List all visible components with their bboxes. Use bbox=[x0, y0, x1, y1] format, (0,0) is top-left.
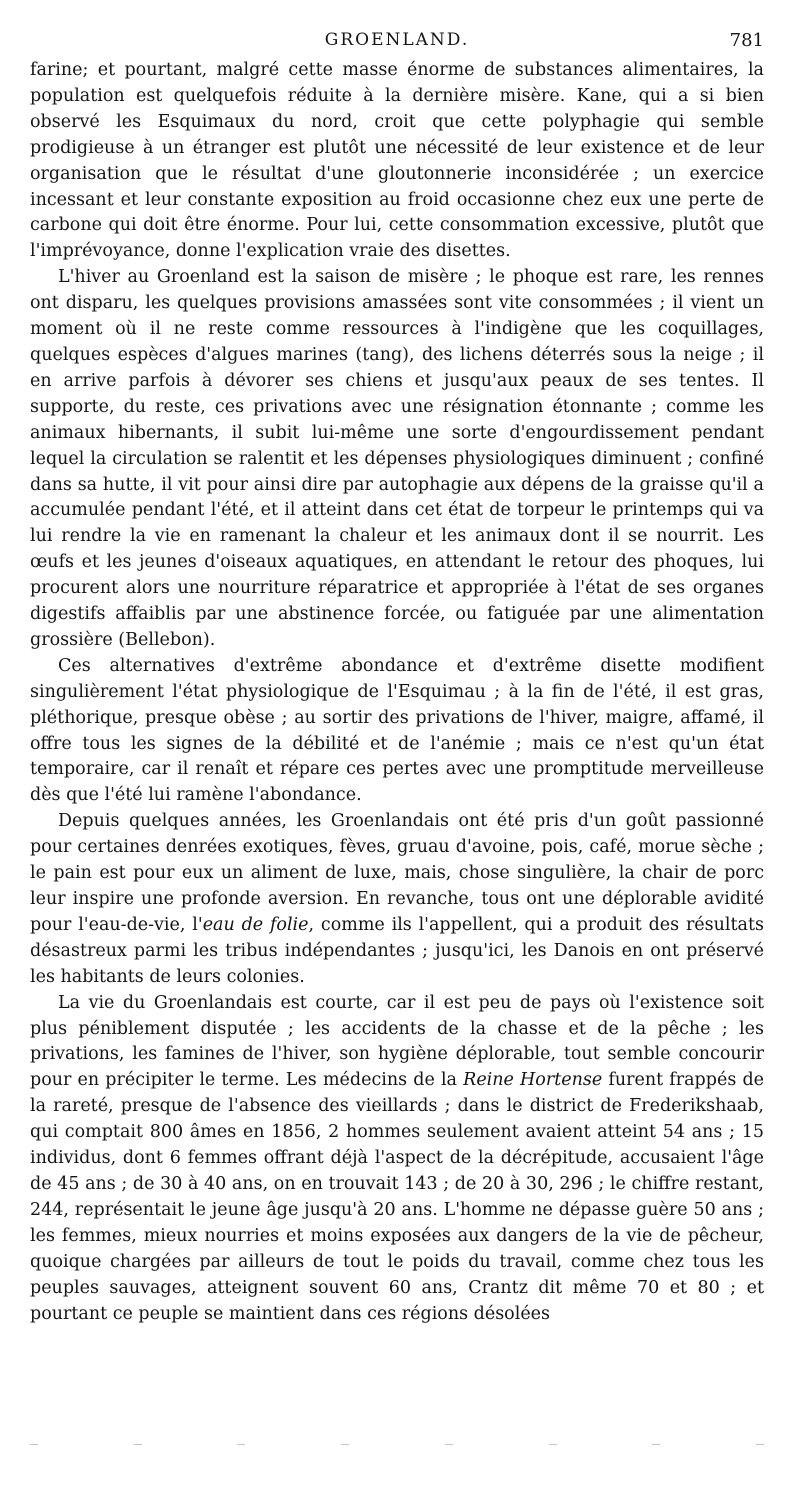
print-artifacts bbox=[30, 1440, 764, 1448]
paragraph-4 bbox=[30, 809, 764, 990]
italic-eau-de-folie: eau de folie bbox=[202, 914, 309, 935]
paragraph-4-text-b: , comme ils l'appellent, qui a produit des résultats désastreux parmi les tribus indépendantes ; jusqu'ici, les Danois en ont préservé les habitants de leurs colonies. bbox=[30, 914, 764, 987]
body-text bbox=[30, 58, 764, 1327]
paragraph-5-text-a: La vie du Groenlandais est courte, car il est peu de pays où l'existence soit plus péniblement disputée ; les accidents de la chasse et de la pêche ; les privations, les famines de l'hiver, son hygiène déplorable, tout semble concourir pour en précipiter le terme. Les médecins de la bbox=[30, 992, 764, 1091]
print-mark bbox=[445, 1444, 453, 1445]
running-title: GROENLAND. bbox=[324, 30, 470, 50]
paragraph-5 bbox=[30, 991, 764, 1328]
paragraph-2: L'hiver au Groenland est la saison de misère ; le phoque est rare, les rennes ont disparu, les quelques provisions amassées sont vite consommées ; il vient un moment où il ne reste comme ressources à l'indigène que les coquillages, quelques espèces d'algues marines (tang), des lichens déterrés sous la neige ; il en arrive parfois à dévorer ses chiens et jusqu'aux peaux de ses tentes. Il supporte, du reste, ces privations avec une résignation étonnante ; comme les animaux hibernants, il subit lui-même une sorte d'engourdissement pendant lequel la circulation se ralentit et les dépenses physiologiques diminuent ; confiné dans sa hutte, il vit pour ainsi dire par autophagie aux dépens de la graisse qu'il a accumulée pendant l'été, et il atteint dans cet état de torpeur le printemps qui va lui rendre la vie en ramenant la chaleur et les animaux dont il se nourrit. Les œufs et les jeunes d'oiseaux aquatiques, en attendant le retour des phoques, lui procurent alors une nourriture réparatrice et appropriée à l'état de ses organes digestifs affaiblis par une abstinence forcée, ou fatiguée par une alimentation grossière (Bellebon). bbox=[30, 267, 764, 650]
print-mark bbox=[756, 1444, 764, 1445]
page-header bbox=[30, 30, 764, 56]
print-mark bbox=[237, 1444, 245, 1445]
paragraph-1: farine; et pourtant, malgré cette masse énorme de substances alimentaires, la population est quelquefois réduite à la dernière misère. Kane, qui a si bien observé les Esquimaux du nord, croit que cette polyphagie qui semble prodigieuse à un étranger est plutôt une nécessité de leur existence et de leur organisation que le résultat d'une gloutonnerie inconsidérée ; un exercice incessant et leur constante exposition au froid occasionne chez eux une perte de carbone qui doit être énorme. Pour lui, cette consommation excessive, plutôt que l'imprévoyance, donne l'explication vraie des disettes. bbox=[30, 60, 764, 262]
print-mark bbox=[652, 1444, 660, 1445]
print-mark bbox=[341, 1444, 349, 1445]
italic-reine-hortense: Reine Hortense bbox=[463, 1070, 603, 1091]
print-mark bbox=[549, 1444, 557, 1445]
paragraph-5-text-b: furent frappés de la rareté, presque de l'absence des vieillards ; dans le district de Frederikshaab, qui comptait 800 âmes en 1856, 2 hommes seulement avaient atteint 54 ans ; 15 individus, dont 6 femmes offrant déjà l'aspect de la décrépitude, accusaient l'âge de 45 ans ; de 30 à 40 ans, on en trouvait 143 ; de 20 à 30, 296 ; le chiffre restant, 244, représentait le jeune âge jusqu'à 20 ans. L'homme ne dépasse guère 50 ans ; les femmes, mieux nourries et moins exposées aux dangers de la vie de pêcheur, quoique chargées par ailleurs de tout le poids du travail, comme chez tous les peuples sauvages, atteignent souvent 60 ans, Crantz dit même 70 et 80 ; et pourtant ce peuple se maintient dans ces régions désolées bbox=[30, 1070, 765, 1324]
paragraph-3: Ces alternatives d'extrême abondance et d'extrême disette modifient singulièrement l'état physiologique de l'Esquimau ; à la fin de l'été, il est gras, pléthorique, presque obèse ; au sortir des privations de l'hiver, maigre, affamé, il offre tous les signes de la débilité et de l'anémie ; mais ce n'est qu'un état temporaire, car il renaît et répare ces pertes avec une promptitude merveilleuse dès que l'été lui ramène l'abondance. bbox=[30, 655, 764, 806]
print-mark bbox=[134, 1444, 142, 1445]
paragraph-4-text-a: Depuis quelques années, les Groenlandais ont été pris d'un goût passionné pour certaines denrées exotiques, fèves, gruau d'avoine, pois, café, morue sèche ; le pain est pour eux un aliment de luxe, mais, chose singulière, la chair de porc leur inspire une profonde aversion. En revanche, tous ont une déplorable avidité pour l'eau-de-vie, l' bbox=[30, 811, 764, 935]
page-number: 781 bbox=[729, 30, 764, 51]
print-mark bbox=[30, 1444, 38, 1445]
